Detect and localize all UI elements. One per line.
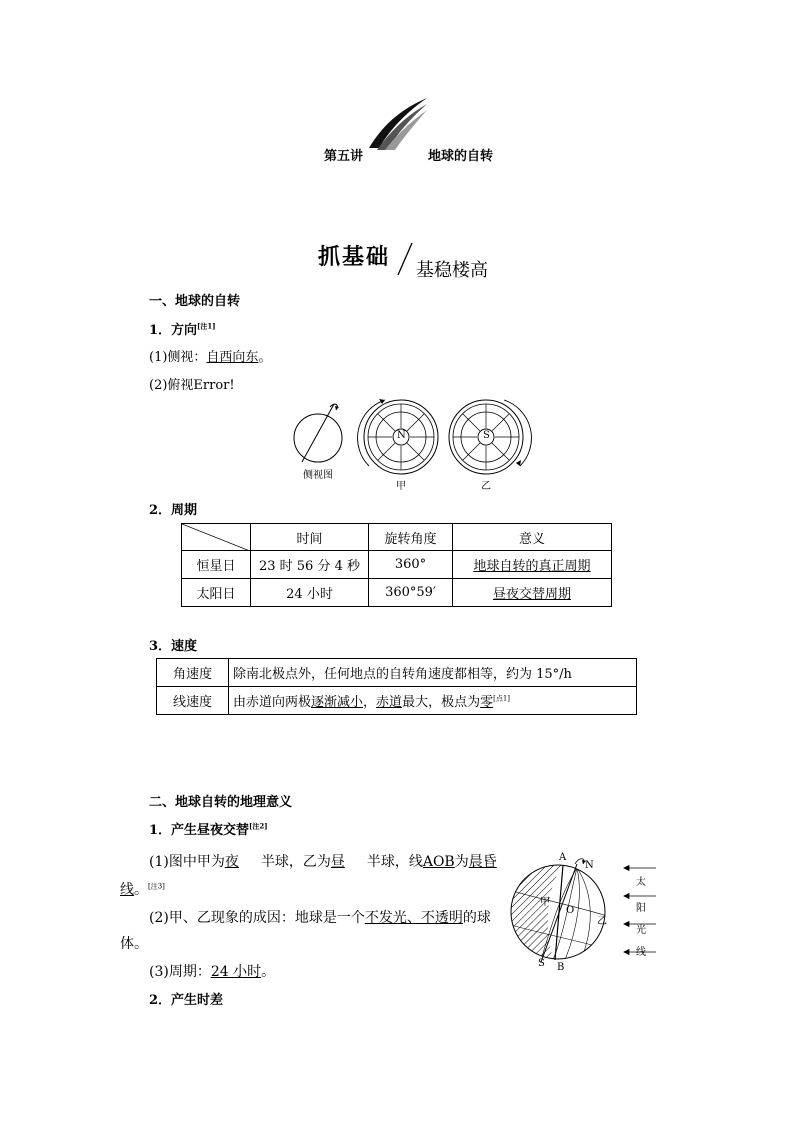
sun-char-1: 太 (636, 877, 646, 888)
timediff-heading: 2．产生时差 (149, 993, 224, 1008)
linear-text-a: 由赤道向两极 (233, 695, 312, 710)
p1-note: [注3] (148, 882, 165, 891)
linear-note: [点1] (493, 694, 511, 703)
p1-a: (1)图中甲为 (149, 854, 225, 870)
p2-d: 体 (120, 936, 134, 952)
period-row-name: 恒星日 (182, 551, 251, 579)
period-heading: 2．周期 (149, 503, 198, 518)
side-view-line (149, 346, 271, 365)
banner-slash (397, 242, 413, 276)
yi-s-label: S (483, 430, 490, 441)
globe-label-jia: 甲 (540, 897, 550, 908)
daynight-p2-line1 (149, 907, 491, 927)
globe-label-o: O (566, 905, 575, 916)
diagonal-line (182, 524, 250, 551)
linear-text-f: 零 (480, 695, 494, 710)
daynight-p1-line1 (149, 851, 497, 871)
linear-text-c: ， (363, 695, 377, 710)
yi-polar-figure (444, 396, 536, 478)
daynight-p1-line2 (120, 879, 165, 899)
period-row-meaning-text: 昼夜交替周期 (492, 587, 571, 602)
p1-terminator-a: 晨昏 (468, 854, 497, 870)
side-view-value: 自西向东 (206, 350, 259, 365)
globe-label-n: N (585, 860, 594, 871)
p2-a: (2)甲、乙现象的成因：地球是一个 (149, 910, 365, 926)
p1-c: 半球，乙为 (260, 854, 331, 870)
period-row-angle: 360° (369, 551, 453, 579)
linear-text-b: 逐渐减小 (311, 695, 364, 710)
daynight-p2-line2 (120, 933, 148, 953)
sun-char-4: 线 (636, 947, 646, 958)
daynight-heading-text: 1．产生昼夜交替 (149, 823, 250, 838)
globe-label-yi: 乙 (597, 916, 607, 927)
period-row-angle: 360°59′ (369, 579, 453, 607)
period-header-meaning: 意义 (453, 524, 612, 551)
daynight-note: [注2] (249, 821, 268, 831)
lecture-number: 第五讲 (324, 149, 364, 164)
period-header-angle: 旋转角度 (369, 524, 453, 551)
p1-night: 夜 (224, 854, 239, 870)
daynight-p3 (149, 961, 275, 981)
period-row-meaning-text: 地球自转的真正周期 (473, 559, 591, 574)
p1-e: 半球，线 (366, 854, 423, 870)
banner-sub: 基稳楼高 (416, 260, 488, 281)
p3-a: (3)周期： (149, 964, 211, 980)
sun-char-2: 阳 (636, 903, 646, 914)
linear-text-e: 最大，极点为 (402, 695, 481, 710)
p1-terminator-b: 线 (120, 882, 134, 898)
side-view-suffix: 。 (258, 350, 272, 365)
globe-label-s: S (538, 958, 545, 969)
header-swoosh-logo (365, 96, 429, 152)
speed-linear-cell (229, 687, 637, 715)
period-row-time: 23 时 56 分 4 秒 (251, 551, 369, 579)
direction-note: [注1] (197, 321, 216, 331)
yi-label: 乙 (481, 481, 491, 492)
table-row (182, 579, 612, 607)
p3-c: 。 (261, 964, 276, 980)
p2-b: 不发光、不透明 (364, 910, 463, 926)
period-row-name: 太阳日 (182, 579, 251, 607)
direction-heading (149, 319, 216, 338)
period-table-diagonal-cell (182, 524, 251, 551)
top-view-line: (2)俯视Error! (149, 378, 235, 393)
p2-e: 。 (134, 936, 148, 952)
period-row-time: 24 小时 (251, 579, 369, 607)
globe-label-a: A (559, 852, 567, 863)
banner-main: 抓基础 (318, 244, 391, 270)
p1-day: 昼 (330, 854, 345, 870)
p1-aob: AOB (422, 854, 455, 870)
p2-c: 的球 (462, 910, 491, 926)
sun-char-3: 光 (636, 925, 646, 936)
speed-angular-label: 角速度 (157, 659, 229, 687)
period-row-meaning (453, 579, 612, 607)
speed-heading: 3．速度 (149, 639, 198, 654)
period-table (181, 523, 612, 607)
daynight-heading (149, 819, 268, 838)
linear-text-d: 赤道 (376, 695, 403, 710)
jia-n-label: N (397, 430, 406, 441)
period-header-time: 时间 (251, 524, 369, 551)
side-view-figure (290, 398, 350, 464)
speed-table (156, 658, 637, 715)
direction-heading-text: 1．方向 (149, 323, 198, 338)
period-row-meaning (453, 551, 612, 579)
p1-g: 为 (454, 854, 469, 870)
p1-j: 。 (134, 882, 148, 898)
globe-label-b: B (557, 962, 565, 973)
speed-angular-text: 除南北极点外，任何地点的自转角速度都相等，约为 15°/h (229, 659, 637, 687)
section2-heading: 二、地球自转的地理意义 (149, 795, 293, 810)
table-row (157, 659, 637, 687)
side-view-label: 侧视图 (303, 470, 333, 481)
section1-heading: 一、地球的自转 (149, 294, 241, 309)
globe-diagram (505, 850, 610, 975)
side-view-prefix: (1)侧视： (149, 350, 207, 365)
jia-label: 甲 (396, 481, 406, 492)
table-row (182, 551, 612, 579)
period-table-header-row (182, 524, 612, 551)
speed-linear-label: 线速度 (157, 687, 229, 715)
table-row (157, 687, 637, 715)
lecture-title: 地球的自转 (428, 149, 494, 164)
p3-b: 24 小时 (210, 964, 262, 980)
